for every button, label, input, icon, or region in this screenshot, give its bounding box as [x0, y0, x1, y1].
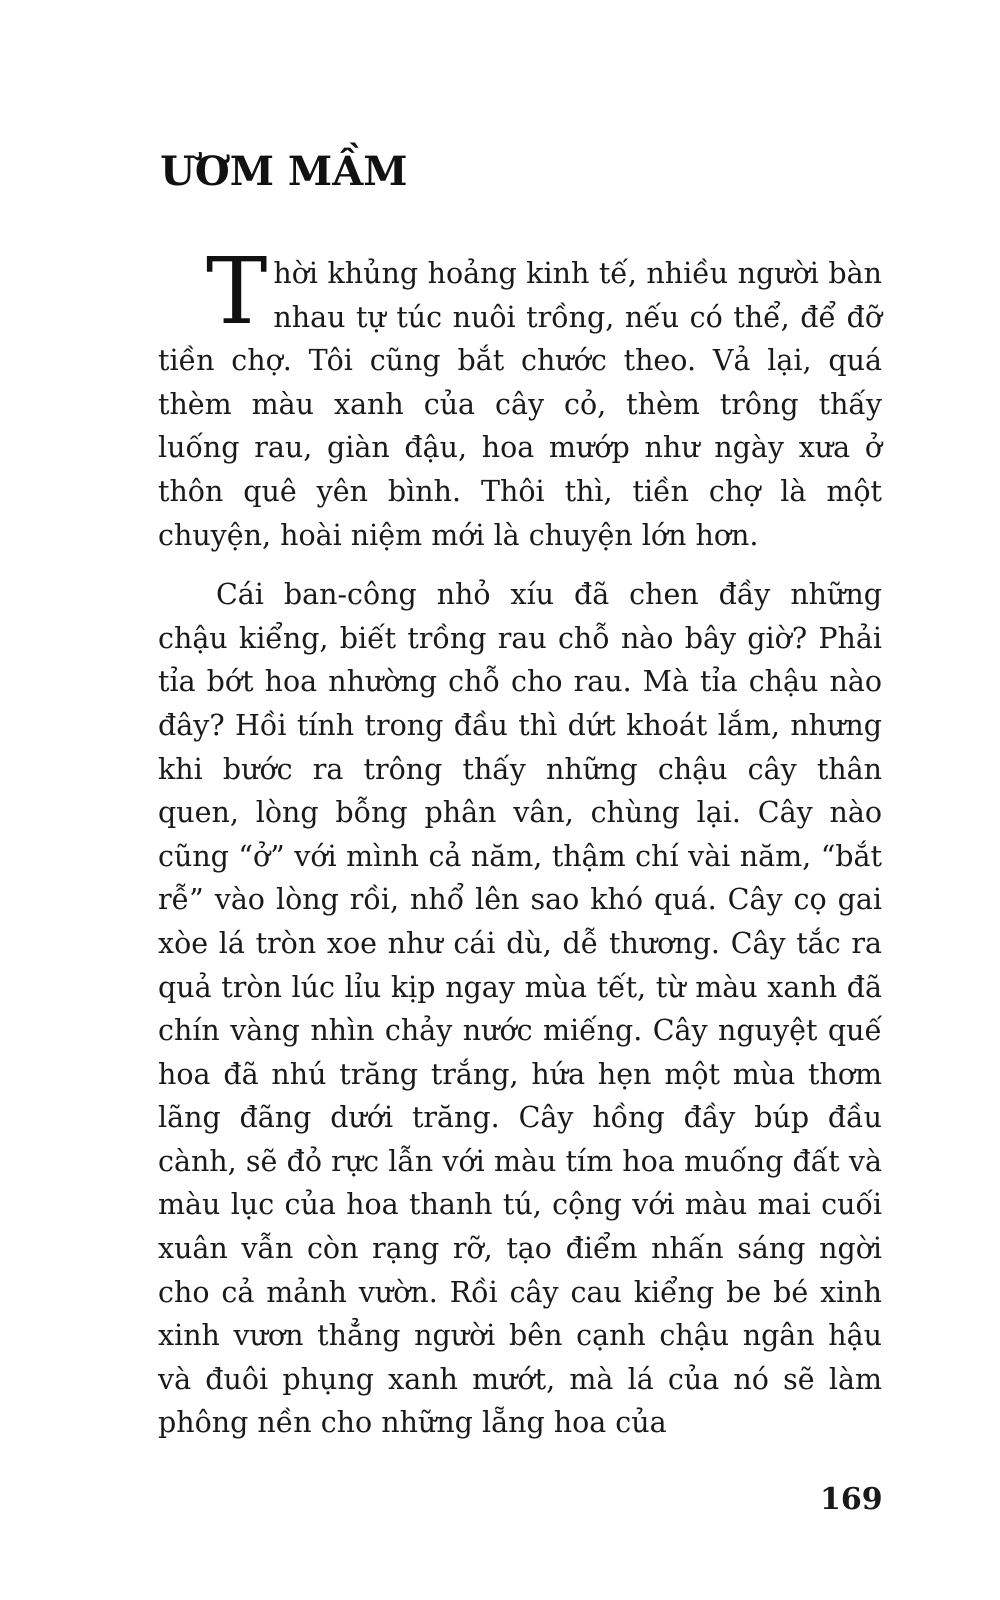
page-number: 169 [820, 1482, 883, 1517]
paragraph-2: Cái ban-công nhỏ xíu đã chen đầy những chậu kiểng, biết trồng rau chỗ nào bây giờ? Phải tỉa bớt hoa nhường chỗ cho rau. Mà tỉa chậu nào đây? Hồi tính trong đầu thì dứt khoát lắm, nhưng khi bước ra trông thấy những chậu cây thân quen, lòng bỗng phân vân, chùng lại. Cây nào cũng “ở” với mình cả năm, thậm chí vài năm, “bắt rễ” vào lòng rồi, nhổ lên sao khó quá. Cây cọ gai xòe lá tròn xoe như cái dù, dễ thương. Cây tắc ra quả tròn lúc lỉu kịp ngay mùa tết, từ màu xanh đã chín vàng nhìn chảy nước miếng. Cây nguyệt quế hoa đã nhú trăng trắng, hứa hẹn một mùa thơm lãng đãng dưới trăng. Cây hồng đầy búp đầu cành, sẽ đỏ rực lẫn với màu tím hoa muống đất và màu lục của hoa thanh tú, cộng với màu mai cuối xuân vẫn còn rạng rỡ, tạo điểm nhấn sáng ngời cho cả mảnh vườn. Rồi cây cau kiểng be bé xinh xinh vươn thẳng người bên cạnh chậu ngân hậu và đuôi phụng xanh mướt, mà lá của nó sẽ làm phông nền cho những lẵng hoa của [158, 578, 882, 1440]
paragraph-1 [158, 238, 882, 557]
drop-cap: T [206, 238, 268, 345]
body-text [158, 238, 882, 1445]
paragraph-1-text: hời khủng hoảng kinh tế, nhiều người bàn nhau tự túc nuôi trồng, nếu có thể, để đỡ tiền chợ. Tôi cũng bắt chước theo. Vả lại, quá thèm màu xanh của cây cỏ, thèm trông thấy luống rau, giàn đậu, hoa mướp như ngày xưa ở thôn quê yên bình. Thôi thì, tiền chợ là một chuyện, hoài niệm mới là chuyện lớn hơn. [158, 257, 882, 552]
chapter-title: ƯƠM MẦM [160, 148, 408, 195]
